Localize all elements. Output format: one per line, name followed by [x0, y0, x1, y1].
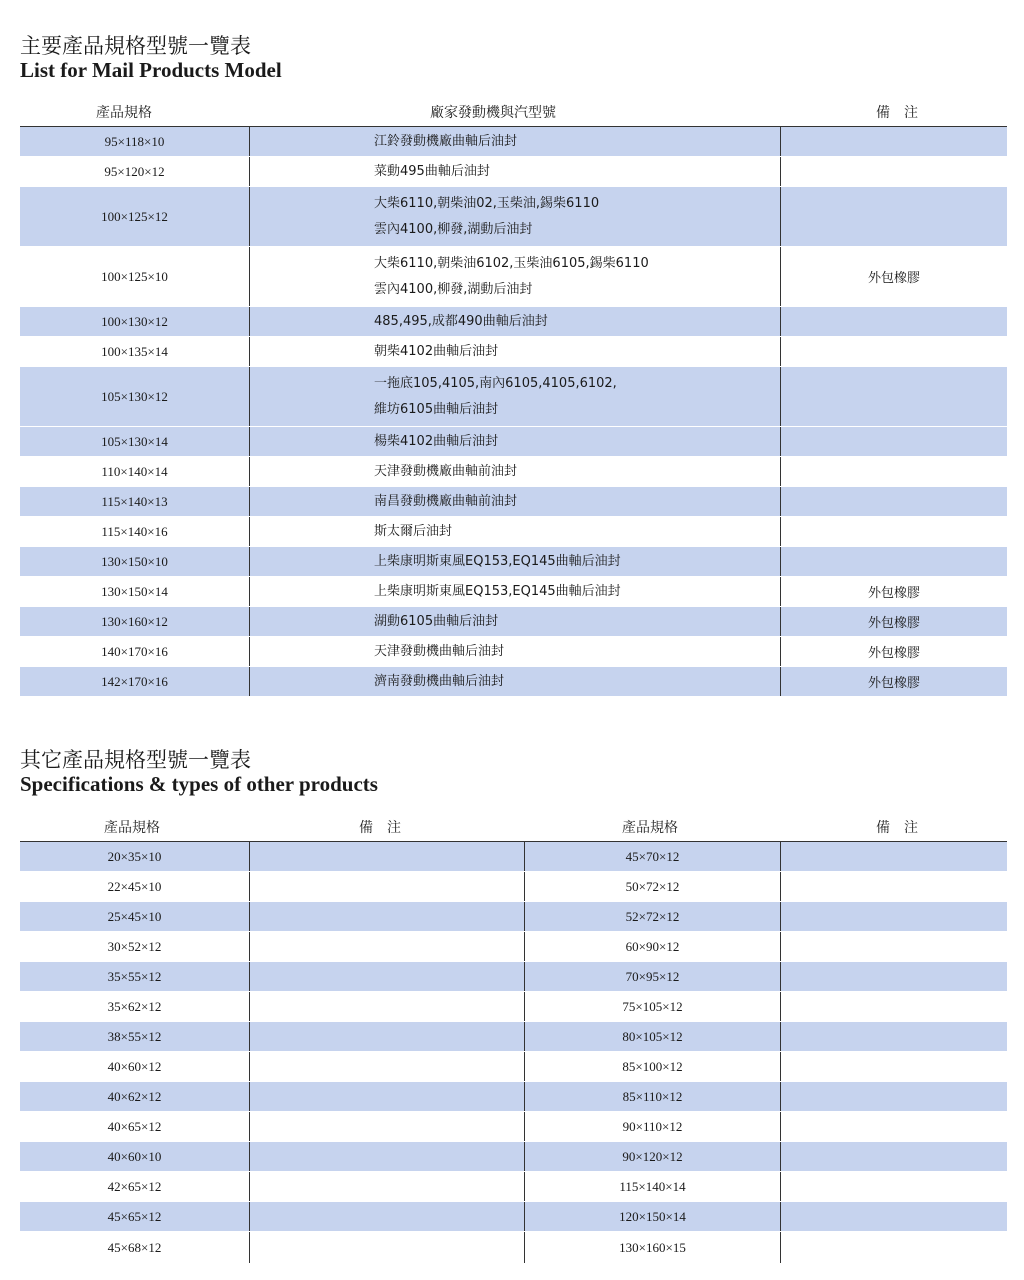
- column-divider: [249, 842, 250, 871]
- spec-cell-right: 90×120×12: [622, 1148, 683, 1164]
- engine-cell: [249, 487, 781, 516]
- spec-cell: 115×140×13: [101, 493, 168, 509]
- column-divider: [524, 1082, 525, 1111]
- column-divider: [780, 517, 781, 546]
- spec-cell-right: 50×72×12: [625, 878, 680, 894]
- table-row: [20, 902, 1007, 932]
- table-row: [20, 337, 1007, 367]
- table-body: [20, 842, 1007, 1264]
- table-row: [20, 1022, 1007, 1052]
- other-products-table: [20, 813, 1007, 1264]
- column-divider: [249, 247, 250, 306]
- column-divider: [780, 1232, 781, 1263]
- column-divider: [524, 1052, 525, 1081]
- spec-cell-left: 45×65×12: [107, 1208, 162, 1224]
- column-divider: [780, 872, 781, 901]
- table-row: [20, 962, 1007, 992]
- note-cell: 外包橡膠: [867, 616, 920, 631]
- spec-cell: 130×150×14: [101, 583, 168, 599]
- column-divider: [249, 337, 250, 366]
- spec-cell: 115×140×16: [101, 523, 168, 539]
- note-cell: [781, 157, 1007, 186]
- spec-cell: 110×140×14: [101, 463, 168, 479]
- column-divider: [524, 1142, 525, 1171]
- note-cell: [781, 427, 1007, 456]
- column-divider: [249, 187, 250, 246]
- column-divider: [249, 1232, 250, 1263]
- column-divider: [249, 487, 250, 516]
- engine-line: 上柴康明斯東風EQ153,EQ145曲軸后油封: [374, 583, 621, 599]
- engine-cell: [249, 607, 781, 636]
- spec-cell-left: 40×60×12: [107, 1058, 162, 1074]
- column-divider: [780, 1082, 781, 1111]
- column-divider: [780, 1052, 781, 1081]
- engine-cell: [249, 247, 781, 306]
- engine-line: 濟南發動機曲軸后油封: [374, 673, 505, 689]
- note-cell: [781, 337, 1007, 366]
- column-divider: [780, 1142, 781, 1171]
- table-row: [20, 1052, 1007, 1082]
- engine-line: 雲內4100,柳發,湖動后油封: [374, 221, 533, 237]
- column-divider: [249, 872, 250, 901]
- table-row: [20, 157, 1007, 187]
- table-row: [20, 307, 1007, 337]
- spec-cell: 130×150×10: [101, 553, 168, 569]
- spec-cell-right: 60×90×12: [625, 938, 680, 954]
- spec-cell-right: 85×110×12: [622, 1088, 683, 1104]
- table-body: [20, 127, 1007, 697]
- column-divider: [249, 307, 250, 336]
- column-divider: [780, 247, 781, 306]
- table-row: [20, 487, 1007, 517]
- table-row: [20, 667, 1007, 697]
- engine-cell: [249, 127, 781, 156]
- header-note: 備 注: [876, 105, 918, 121]
- spec-cell: 100×125×12: [101, 208, 168, 224]
- spec-cell-left: 42×65×12: [107, 1178, 162, 1194]
- column-divider: [524, 992, 525, 1021]
- spec-cell-right: 130×160×15: [619, 1239, 686, 1255]
- spec-cell-left: 20×35×10: [107, 848, 162, 864]
- engine-line: 斯太爾后油封: [374, 523, 453, 539]
- column-divider: [249, 1172, 250, 1201]
- header-spec: 產品規格: [96, 105, 152, 121]
- column-divider: [524, 1232, 525, 1263]
- note-cell: [781, 187, 1007, 246]
- engine-cell: [249, 667, 781, 696]
- engine-line: 菜動495曲軸后油封: [374, 163, 490, 179]
- spec-cell: 130×160×12: [101, 613, 168, 629]
- column-divider: [780, 932, 781, 961]
- column-divider: [524, 1022, 525, 1051]
- spec-cell-left: 35×62×12: [107, 998, 162, 1014]
- spec-cell-left: 35×55×12: [107, 968, 162, 984]
- engine-line: 天津發動機曲軸后油封: [374, 643, 505, 659]
- engine-line: 朝柴4102曲軸后油封: [374, 343, 499, 359]
- spec-cell-right: 70×95×12: [625, 968, 680, 984]
- spec-cell-right: 85×100×12: [622, 1058, 683, 1074]
- table-row: [20, 577, 1007, 607]
- engine-line: 大柴6110,朝柴油02,玉柴油,錫柴6110: [374, 195, 600, 211]
- spec-cell-right: 45×70×12: [625, 848, 680, 864]
- column-divider: [249, 427, 250, 456]
- note-cell: 外包橡膠: [867, 646, 920, 661]
- note-cell: 外包橡膠: [867, 271, 920, 286]
- column-divider: [524, 902, 525, 931]
- spec-cell-left: 40×60×10: [107, 1148, 162, 1164]
- engine-cell: [249, 307, 781, 336]
- engine-line: 楊柴4102曲軸后油封: [374, 433, 499, 449]
- table-row: [20, 1202, 1007, 1232]
- column-divider: [780, 1112, 781, 1141]
- spec-cell: 105×130×14: [101, 433, 168, 449]
- column-divider: [780, 427, 781, 456]
- table-row: [20, 872, 1007, 902]
- column-divider: [524, 1172, 525, 1201]
- column-divider: [524, 842, 525, 871]
- engine-cell: [249, 337, 781, 366]
- spec-cell: 140×170×16: [101, 643, 168, 659]
- engine-cell: [249, 427, 781, 456]
- column-divider: [249, 667, 250, 696]
- engine-line: 江鈴發動機廠曲軸后油封: [374, 133, 518, 149]
- engine-line: 維坊6105曲軸后油封: [374, 401, 499, 417]
- column-divider: [524, 1202, 525, 1231]
- table-row: [20, 517, 1007, 547]
- table-row: [20, 247, 1007, 307]
- note-cell: [781, 307, 1007, 336]
- column-divider: [249, 1112, 250, 1141]
- column-divider: [249, 637, 250, 666]
- header-note-left: 備 注: [359, 820, 401, 836]
- column-divider: [249, 367, 250, 426]
- table-row: [20, 992, 1007, 1022]
- column-divider: [780, 842, 781, 871]
- spec-cell-right: 90×110×12: [622, 1118, 683, 1134]
- table-row: [20, 932, 1007, 962]
- column-divider: [780, 337, 781, 366]
- spec-cell: 100×135×14: [101, 343, 168, 359]
- spec-cell-left: 38×55×12: [107, 1028, 162, 1044]
- table-row: [20, 127, 1007, 157]
- engine-cell: [249, 457, 781, 486]
- column-divider: [780, 902, 781, 931]
- table-row: [20, 427, 1007, 457]
- note-cell: [781, 367, 1007, 426]
- header-spec-right: 產品規格: [622, 820, 678, 836]
- note-cell: 外包橡膠: [867, 586, 920, 601]
- table-row: [20, 547, 1007, 577]
- table-row: [20, 1082, 1007, 1112]
- table-row: [20, 607, 1007, 637]
- engine-cell: [249, 517, 781, 546]
- engine-line: 一拖底105,4105,南內6105,4105,6102,: [374, 375, 617, 391]
- table-row: [20, 367, 1007, 427]
- spec-cell-left: 40×65×12: [107, 1118, 162, 1134]
- table-row: [20, 1112, 1007, 1142]
- column-divider: [524, 872, 525, 901]
- column-divider: [780, 547, 781, 576]
- section1-title-en: List for Mail Products Model: [20, 58, 282, 82]
- column-divider: [249, 962, 250, 991]
- table-row: [20, 1232, 1007, 1264]
- table-header: [20, 813, 1007, 842]
- column-divider: [524, 932, 525, 961]
- column-divider: [780, 367, 781, 426]
- engine-line: 485,495,成都490曲軸后油封: [374, 313, 548, 329]
- spec-cell: 95×118×10: [104, 133, 165, 149]
- column-divider: [780, 1172, 781, 1201]
- column-divider: [249, 1082, 250, 1111]
- engine-line: 湖動6105曲軸后油封: [374, 613, 499, 629]
- spec-cell-right: 120×150×14: [619, 1208, 686, 1224]
- column-divider: [249, 932, 250, 961]
- spec-cell: 100×125×10: [101, 268, 168, 284]
- table-row: [20, 187, 1007, 247]
- section2-title-cn: 其它產品規格型號一覽表: [20, 748, 251, 772]
- column-divider: [249, 1202, 250, 1231]
- header-note-right: 備 注: [876, 820, 918, 836]
- column-divider: [249, 157, 250, 186]
- column-divider: [249, 1022, 250, 1051]
- column-divider: [780, 607, 781, 636]
- engine-cell: [249, 547, 781, 576]
- spec-cell-left: 25×45×10: [107, 908, 162, 924]
- spec-cell: 142×170×16: [101, 673, 168, 689]
- table-row: [20, 1142, 1007, 1172]
- main-products-table: [20, 98, 1007, 697]
- spec-cell-left: 40×62×12: [107, 1088, 162, 1104]
- engine-line: 南昌發動機廠曲軸前油封: [374, 493, 518, 509]
- column-divider: [249, 902, 250, 931]
- column-divider: [780, 187, 781, 246]
- engine-cell: [249, 187, 781, 246]
- note-cell: [781, 457, 1007, 486]
- spec-cell-right: 115×140×14: [619, 1178, 686, 1194]
- table-row: [20, 457, 1007, 487]
- column-divider: [524, 962, 525, 991]
- column-divider: [249, 127, 250, 156]
- section2-title-en: Specifications & types of other products: [20, 772, 378, 796]
- engine-line: 大柴6110,朝柴油6102,玉柴油6105,錫柴6110: [374, 255, 649, 271]
- note-cell: [781, 487, 1007, 516]
- header-spec-left: 產品規格: [104, 820, 160, 836]
- column-divider: [780, 457, 781, 486]
- spec-cell-right: 75×105×12: [622, 998, 683, 1014]
- note-cell: [781, 517, 1007, 546]
- engine-cell: [249, 577, 781, 606]
- column-divider: [780, 962, 781, 991]
- table-row: [20, 842, 1007, 872]
- table-row: [20, 1172, 1007, 1202]
- spec-cell-right: 80×105×12: [622, 1028, 683, 1044]
- spec-cell-left: 45×68×12: [107, 1239, 162, 1255]
- engine-line: 雲內4100,柳發,湖動后油封: [374, 281, 533, 297]
- engine-cell: [249, 637, 781, 666]
- note-cell: [781, 127, 1007, 156]
- column-divider: [780, 307, 781, 336]
- column-divider: [780, 157, 781, 186]
- column-divider: [780, 1202, 781, 1231]
- column-divider: [249, 547, 250, 576]
- spec-cell-left: 22×45×10: [107, 878, 162, 894]
- column-divider: [780, 577, 781, 606]
- section1-title-cn: 主要產品規格型號一覽表: [20, 34, 251, 58]
- column-divider: [249, 607, 250, 636]
- spec-cell-left: 30×52×12: [107, 938, 162, 954]
- column-divider: [249, 1052, 250, 1081]
- column-divider: [249, 457, 250, 486]
- engine-cell: [249, 367, 781, 426]
- table-header: [20, 98, 1007, 127]
- column-divider: [780, 1022, 781, 1051]
- spec-cell-right: 52×72×12: [625, 908, 680, 924]
- table-row: [20, 637, 1007, 667]
- spec-cell: 95×120×12: [104, 163, 165, 179]
- column-divider: [780, 667, 781, 696]
- column-divider: [249, 517, 250, 546]
- spec-cell: 105×130×12: [101, 388, 168, 404]
- note-cell: 外包橡膠: [867, 676, 920, 691]
- column-divider: [249, 992, 250, 1021]
- spec-cell: 100×130×12: [101, 313, 168, 329]
- engine-line: 天津發動機廠曲軸前油封: [374, 463, 518, 479]
- column-divider: [249, 1142, 250, 1171]
- engine-cell: [249, 157, 781, 186]
- column-divider: [780, 487, 781, 516]
- column-divider: [780, 992, 781, 1021]
- column-divider: [249, 577, 250, 606]
- column-divider: [780, 127, 781, 156]
- engine-line: 上柴康明斯東風EQ153,EQ145曲軸后油封: [374, 553, 621, 569]
- column-divider: [780, 637, 781, 666]
- header-engine: 廠家發動機與汽型號: [430, 105, 556, 121]
- note-cell: [781, 547, 1007, 576]
- column-divider: [524, 1112, 525, 1141]
